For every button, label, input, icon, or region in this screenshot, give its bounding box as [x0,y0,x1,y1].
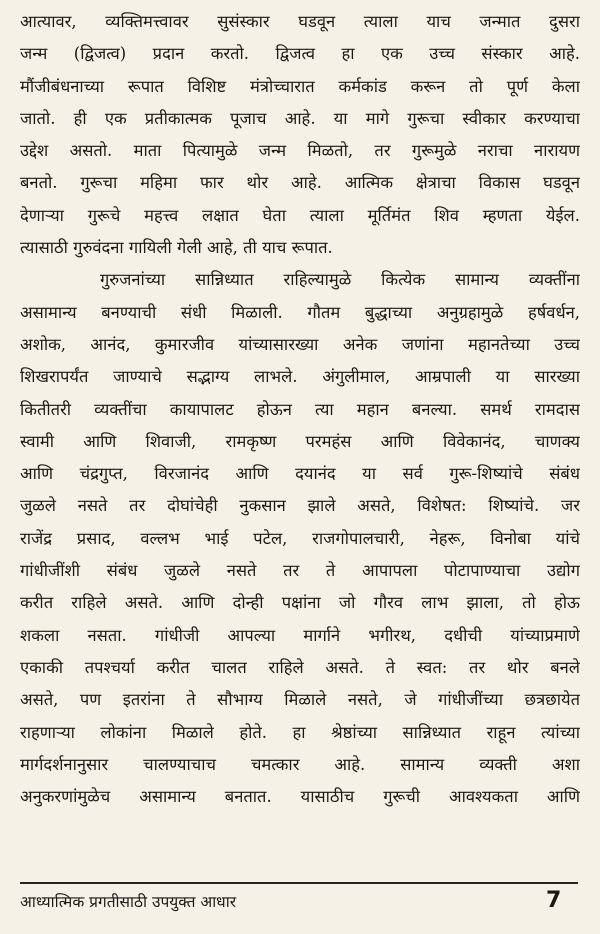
text-line: अनुकरणांमुळेच असामान्य बनतात. यासाठीच गुरूची आवश्यकता आणि [20,787,580,807]
text-line: एकाकी तपश्चर्या करीत चालत राहिले असते. ते स्वत: तर थोर बनले [20,657,580,677]
text-line: शिखरापर्यंत जाण्याचे सद्भाग्य लाभले. अंगुलीमाल, आम्रपाली या सारख्या [20,367,580,387]
text-line: असते, पण इतरांना ते सौभाग्य मिळाले नसते, जे गांधीजींच्या छत्रछायेत [20,690,580,710]
text-line: जातो. ही एक प्रतीकात्मक पूजाच आहे. या मागे गुरूचा स्वीकार करण्याचा [20,108,580,128]
text-line: त्यासाठी गुरुवंदना गायिली गेली आहे, ती याच रूपात. [20,238,333,258]
text-line: करीत राहिले असते. आणि दोन्ही पक्षांना जो गौरव लाभ झाला, तो होऊ [20,593,580,613]
body-text [20,6,580,813]
text-line: शकला नसता. गांधीजी आपल्या मार्गाने भगीरथ, दधीची यांच्याप्रमाणे [20,625,580,645]
text-line: मार्गदर्शनानुसार चालण्याचाच चमत्कार आहे. सामान्य व्यक्ती अशा [20,754,580,774]
text-line: बनतो. गुरूचा महिमा फार थोर आहे. आत्मिक क्षेत्राचा विकास घडवून [20,173,580,193]
text-line: गांधीजींशी संबंध जुळले नसते तर ते आपापला पोटापाण्याचा उद्योग [20,561,580,581]
text-line: राजेंद्र प्रसाद, वल्लभ भाई पटेल, राजगोपालचारी, नेहरू, विनोबा यांचे [20,528,580,548]
page-number: 7 [546,888,562,913]
text-line: उद्देश असतो. माता पित्यामुळे जन्म मिळतो, तर गुरूमुळे नराचा नारायण [20,141,580,161]
text-line: स्वामी आणि शिवाजी, रामकृष्ण परमहंस आणि विवेकानंद, चाणक्य [20,431,580,451]
text-line: असामान्य बनण्याची संधी मिळाली. गौतम बुद्धाच्या अनुग्रहामुळे हर्षवर्धन, [20,302,580,322]
text-line: देणाऱ्या गुरूचे महत्त्व लक्षात घेता त्याला मूर्तिमंत शिव म्हणता येईल. [20,205,580,225]
text-line: आणि चंद्रगुप्त, विरजानंद आणि दयानंद या सर्व गुरू-शिष्यांचे संबंध [20,464,580,484]
text-line: जन्म (द्विजत्व) प्रदान करतो. द्विजत्व हा एक उच्च संस्कार आहे. [20,44,580,64]
text-line: आत्यावर, व्यक्तिमत्त्वावर सुसंस्कार घडवून त्याला याच जन्मात दुसरा [20,12,580,31]
text-line: मौंजीबंधनाच्या रूपात विशिष्ट मंत्रोच्चारात कर्मकांड करून तो पूर्ण केला [20,76,580,96]
text-line: कितीतरी व्यक्तींचा कायापालट होऊन त्या महान बनल्या. समर्थ रामदास [20,399,580,419]
text-line: जुळले नसते तर दोघांचेही नुकसान झाले असते, विशेषत: शिष्यांचे. जर [20,496,580,516]
footer-divider [20,882,578,884]
running-footer-title: आध्यात्मिक प्रगतीसाठी उपयुक्त आधार [20,893,237,911]
text-line: गुरुजनांच्या सान्निध्यात राहिल्यामुळे कित्येक सामान्य व्यक्तींना [100,270,580,290]
text-line: राहणाऱ्या लोकांना मिळाले होते. हा श्रेष्ठांच्या सान्निध्यात राहून त्यांच्या [20,722,580,742]
text-line: अशोक, आनंद, कुमारजीव यांच्यासारख्या अनेक जणांना महानतेच्या उच्च [20,334,580,354]
